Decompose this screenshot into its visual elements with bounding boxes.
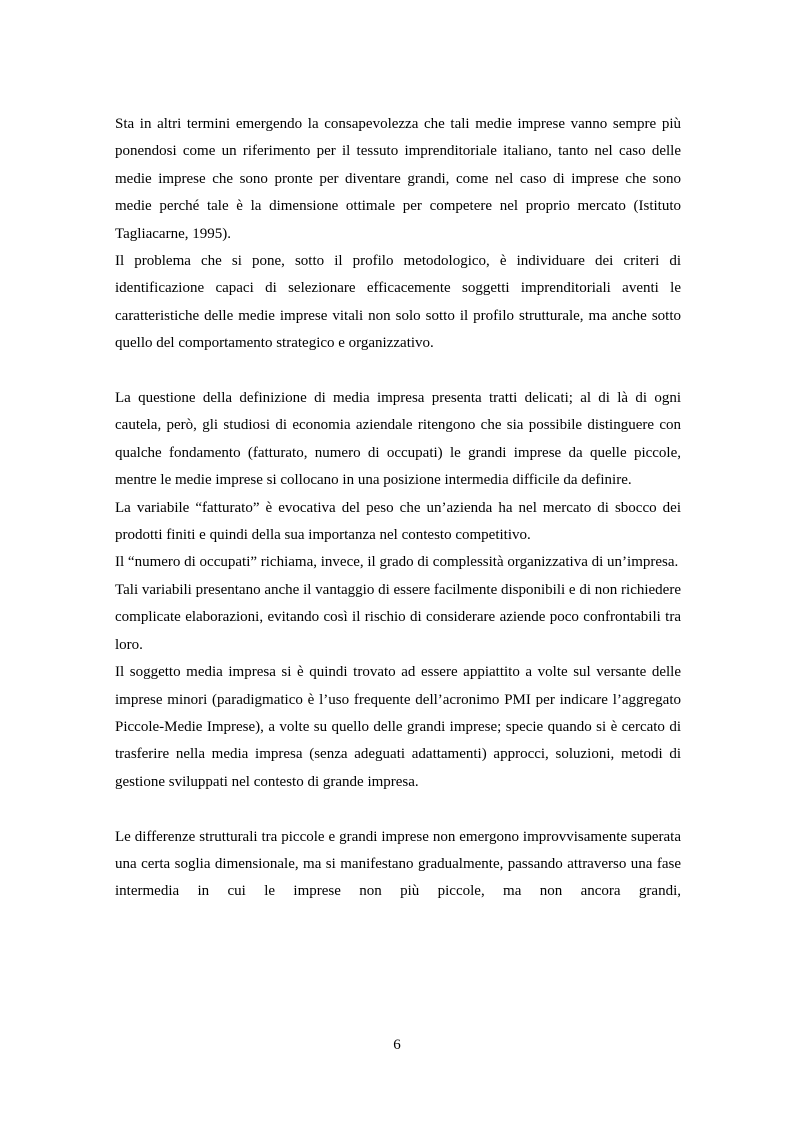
page-number: 6 bbox=[393, 1037, 401, 1053]
paragraph-8: Le differenze strutturali tra piccole e grandi imprese non emergono improvvisamente superata una certa soglia dimensionale, ma si manifestano gradualmente, passando attraverso una fase intermedia in cui le imprese non più piccole, ma non ancora grandi, bbox=[115, 828, 681, 900]
paragraph-6: Tali variabili presentano anche il vantaggio di essere facilmente disponibili e di non richiedere complicate elaborazioni, evitando così il rischio di considerare aziende poco confrontabili tra loro. bbox=[115, 581, 681, 653]
paragraph-7: Il soggetto media impresa si è quindi trovato ad essere appiattito a volte sul versante delle imprese minori (paradigmatico è l’uso frequente dell’acronimo PMI per indicare l’aggregato Piccole-Medie Imprese), a volte su quello delle grandi imprese; specie quando si è cercato di trasferire nella media impresa (senza adeguati adattamenti) approcci, soluzioni, metodi di gestione sviluppati nel contesto di grande impresa. bbox=[115, 664, 681, 790]
body-text bbox=[115, 111, 681, 906]
paragraph-4: La variabile “fatturato” è evocativa del peso che un’azienda ha nel mercato di sbocco dei prodotti finiti e quindi della sua importanza nel contesto competitivo. bbox=[115, 499, 681, 544]
paragraph-5: Il “numero di occupati” richiama, invece, il grado di complessità organizzativa di un’impresa. bbox=[115, 554, 679, 571]
paragraph-3: La questione della definizione di media impresa presenta tratti delicati; al di là di ogni cautela, però, gli studiosi di economia aziendale ritengono che sia possibile distinguere con qualche fondamento (fatturato, numero di occupati) le grandi imprese da quelle piccole, mentre le medie imprese si collocano in una posizione intermedia difficile da definire. bbox=[115, 390, 681, 489]
paragraph-2: Il problema che si pone, sotto il profilo metodologico, è individuare dei criteri di identificazione capaci di selezionare efficacemente soggetti imprenditoriali aventi le caratteristiche delle medie imprese vitali non solo sotto il profilo strutturale, ma anche sotto quello del comportamento strategico e organizzativo. bbox=[115, 253, 681, 352]
paragraph-gap bbox=[115, 796, 681, 823]
paragraph-gap bbox=[115, 358, 681, 385]
paragraph-1: Sta in altri termini emergendo la consapevolezza che tali medie imprese vanno sempre più ponendosi come un riferimento per il tessuto imprenditoriale italiano, tanto nel caso delle medie imprese che sono pronte per diventare grandi, come nel caso di imprese che sono medie perché tale è la dimensione ottimale per competere nel proprio mercato (Istituto Tagliacarne, 1995). bbox=[115, 116, 681, 242]
